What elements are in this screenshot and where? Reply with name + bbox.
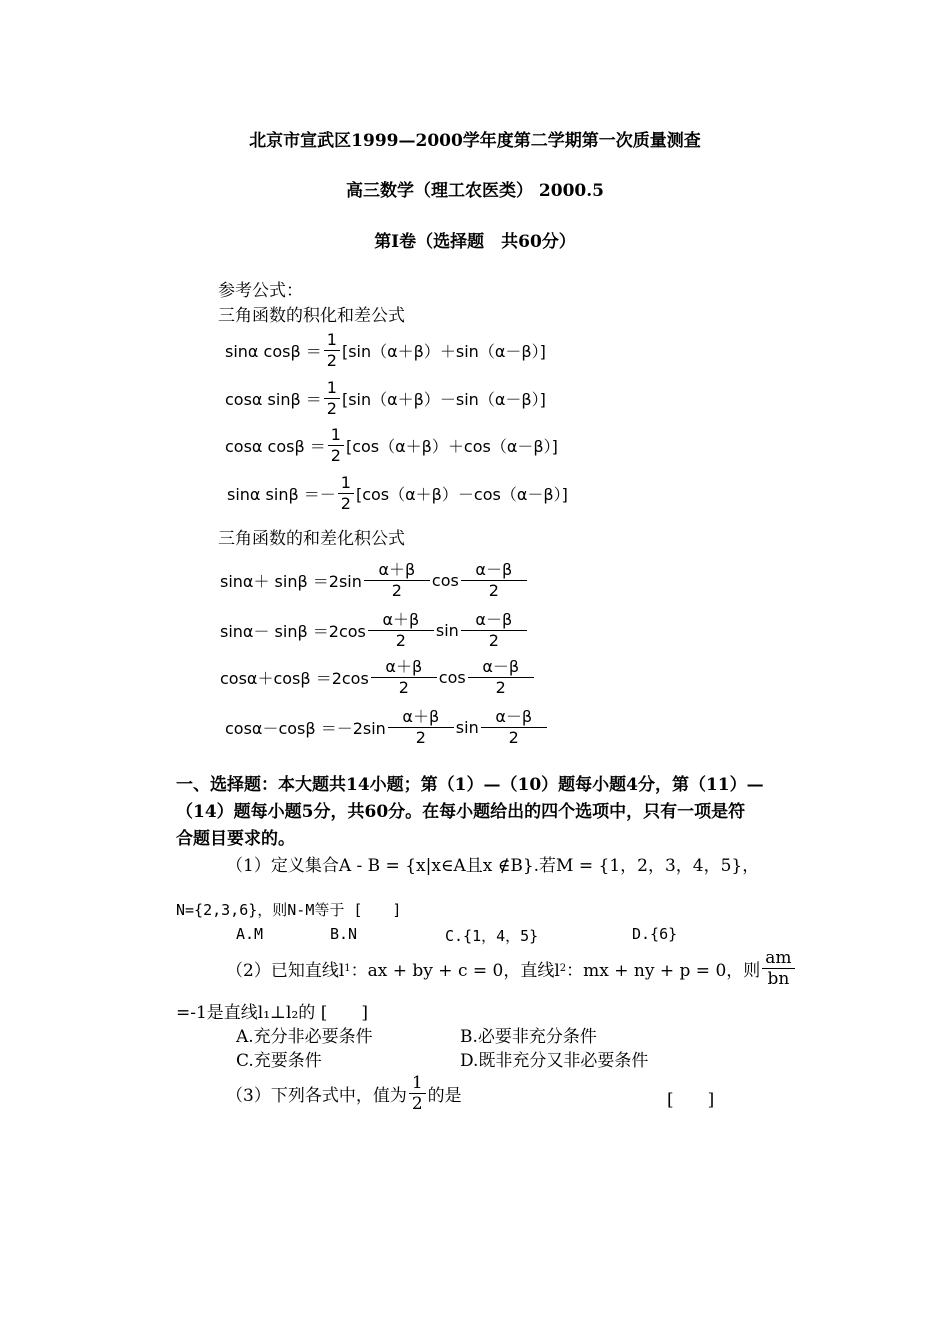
q2-sub2: 2 xyxy=(559,963,567,974)
sum-fraction: $\frac{\alpha+\beta}{2}$ xyxy=(371,657,437,698)
formula-5-mid: cos xyxy=(431,571,459,590)
formula-3-right: [cos（α＋β）＋cos（α－β）] xyxy=(345,437,558,456)
formula-1-right: [sin（α＋β）＋sin（α－β）] xyxy=(341,342,546,361)
q2-mid1: ：ax + by + c = 0，直线l xyxy=(350,961,560,981)
formula-intro: 参考公式： xyxy=(218,281,303,301)
q3-line xyxy=(226,1073,462,1114)
formula-group1-title: 三角函数的积化和差公式 xyxy=(218,306,405,326)
q1-option-b: B.N xyxy=(330,925,358,943)
q1-line1: （1）定义集合A - B = {x|x∈A且x ∉B}.若M = {1，2，3，4，5}， xyxy=(226,856,760,876)
q2-prefix: （2）已知直线l xyxy=(226,961,345,981)
q2-option-c: C.充要条件 xyxy=(236,1051,322,1071)
half-fraction: $\frac{1}{2}$ xyxy=(324,330,340,371)
section-heading: 第Ⅰ卷（选择题 共60分） xyxy=(374,232,576,252)
formula-2 xyxy=(225,378,546,419)
diff-fraction: $\frac{\alpha-\beta}{2}$ xyxy=(461,610,527,651)
q1-option-a: A.M xyxy=(236,925,264,943)
q2-option-d: D.既非充分又非必要条件 xyxy=(460,1051,649,1071)
q3-suffix: 的是 xyxy=(427,1086,462,1106)
formula-7 xyxy=(220,657,536,698)
diff-fraction: $\frac{\alpha-\beta}{2}$ xyxy=(468,657,534,698)
formula-1 xyxy=(225,330,546,371)
formula-group2-title: 三角函数的和差化积公式 xyxy=(218,529,405,549)
formula-8-left: cosα－cosβ ＝－2sin xyxy=(225,719,386,738)
q3-half-fraction: $\frac{1}{2}$ xyxy=(409,1073,426,1114)
formula-4-right: [cos（α＋β）－cos（α－β）] xyxy=(355,485,568,504)
q2-sub1: 1 xyxy=(344,963,351,974)
page-subtitle: 高三数学（理工农医类） 2000.5 xyxy=(346,181,604,201)
q2-line1 xyxy=(226,948,797,989)
q2-option-b: B.必要非充分条件 xyxy=(460,1027,597,1047)
sum-fraction: $\frac{\alpha+\beta}{2}$ xyxy=(364,560,430,601)
diff-fraction: $\frac{\alpha-\beta}{2}$ xyxy=(481,707,547,748)
q1-line2: N={2,3,6}，则N-M等于 [ ] xyxy=(176,901,402,919)
formula-4-left: sinα sinβ ＝－ xyxy=(227,485,336,504)
formula-2-right: [sin（α＋β）－sin（α－β）] xyxy=(341,390,546,409)
q3-answer-bracket: [ ] xyxy=(667,1090,715,1110)
formula-6-left: sinα－ sinβ ＝2cos xyxy=(220,622,366,641)
q2-line2: =-1是直线l₁⊥l₂的 [ ] xyxy=(176,1003,368,1023)
sum-fraction: $\frac{\alpha+\beta}{2}$ xyxy=(368,610,434,651)
formula-8-mid: sin xyxy=(455,718,479,737)
q1-option-d: D.{6} xyxy=(632,925,678,943)
formula-5 xyxy=(220,560,529,601)
formula-6-mid: sin xyxy=(435,621,459,640)
formula-2-left: cosα sinβ ＝ xyxy=(225,390,322,409)
section1-line1: 一、选择题：本大题共14小题；第（1）—（10）题每小题4分，第（11）— xyxy=(176,775,764,795)
formula-5-left: sinα＋ sinβ ＝2sin xyxy=(220,572,362,591)
half-fraction: $\frac{1}{2}$ xyxy=(324,378,340,419)
q2-option-a: A.充分非必要条件 xyxy=(236,1027,373,1047)
formula-8 xyxy=(225,707,549,748)
section1-line2: （14）题每小题5分，共60分。在每小题给出的四个选项中，只有一项是符 xyxy=(176,802,746,822)
q2-mid2: ：mx + ny + p = 0，则 xyxy=(566,961,761,981)
formula-3-left: cosα cosβ ＝ xyxy=(225,437,326,456)
formula-4 xyxy=(227,473,568,514)
formula-7-mid: cos xyxy=(438,668,466,687)
half-fraction: $\frac{1}{2}$ xyxy=(328,425,344,466)
formula-6 xyxy=(220,610,529,651)
formula-1-left: sinα cosβ ＝ xyxy=(225,342,322,361)
sum-fraction: $\frac{\alpha+\beta}{2}$ xyxy=(388,707,454,748)
am-bn-fraction: $\frac{am}{bn}$ xyxy=(762,948,794,989)
formula-3 xyxy=(225,425,558,466)
q1-option-c: C.{1，4，5} xyxy=(445,927,539,945)
page-title: 北京市宣武区1999—2000学年度第二学期第一次质量测查 xyxy=(249,131,701,151)
half-fraction: $\frac{1}{2}$ xyxy=(338,473,354,514)
formula-7-left: cosα＋cosβ ＝2cos xyxy=(220,669,369,688)
section1-line3: 合题目要求的。 xyxy=(176,829,295,849)
diff-fraction: $\frac{\alpha-\beta}{2}$ xyxy=(461,560,527,601)
q3-prefix: （3）下列各式中，值为 xyxy=(226,1086,407,1106)
